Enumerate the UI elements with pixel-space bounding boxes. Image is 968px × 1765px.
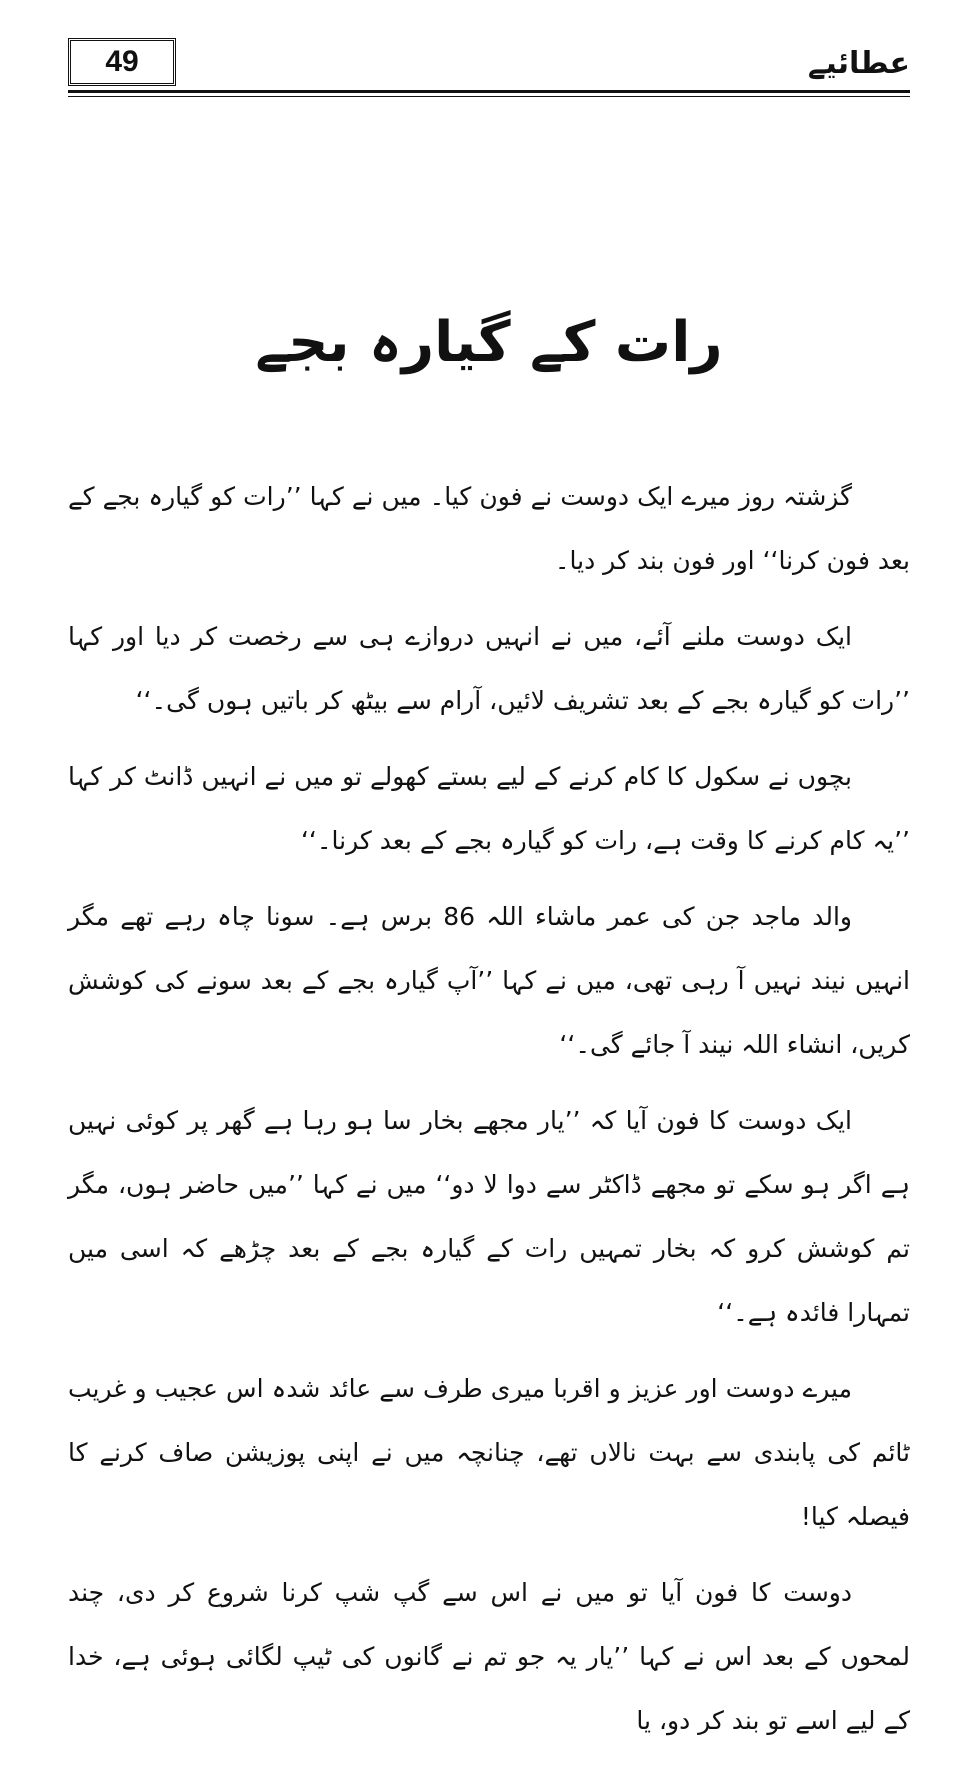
chapter-title: رات کے گیارہ بجے xyxy=(255,310,723,375)
body-text xyxy=(68,465,910,1765)
paragraph: ایک دوست کا فون آیا کہ ’’یار مجھے بخار سا ہو رہا ہے گھر پر کوئی نہیں ہے اگر ہو سکے تو مجھے ڈاکٹر سے دوا لا دو‘‘ میں نے کہا ’’میں حاضر ہوں، مگر تم کوشش کرو کہ بخار تمہیں رات کے گیارہ بجے کے بعد چڑھے کہ اسی میں تمہارا فائدہ ہے۔‘‘ xyxy=(68,1106,910,1327)
header-rule xyxy=(68,90,910,93)
paragraph: دوست کا فون آیا تو میں نے اس سے گپ شپ کرنا شروع کر دی، چند لمحوں کے بعد اس نے کہا ’’یار یہ جو تم نے گانوں کی ٹیپ لگائی ہوئی ہے، خدا کے لیے اسے تو بند کر دو، یا xyxy=(68,1578,910,1735)
paragraph: ایک دوست ملنے آئے، میں نے انہیں دروازے ہی سے رخصت کر دیا اور کہا ’’رات کو گیارہ بجے کے بعد تشریف لائیں، آرام سے بیٹھ کر باتیں ہوں گی۔‘‘ xyxy=(68,622,910,715)
paragraph: گزشتہ روز میرے ایک دوست نے فون کیا۔ میں نے کہا ’’رات کو گیارہ بجے کے بعد فون کرنا‘‘ اور فون بند کر دیا۔ xyxy=(68,482,910,575)
header-rule-thin xyxy=(68,96,910,97)
book-title: عطائیے xyxy=(807,46,910,81)
paragraph: میرے دوست اور عزیز و اقربا میری طرف سے عائد شدہ اس عجیب و غریب ٹائم کی پابندی سے بہت نالاں تھے، چنانچہ میں نے اپنی پوزیشن صاف کرنے کا فیصلہ کیا! xyxy=(68,1374,910,1531)
page-number: 49 xyxy=(68,38,176,86)
paragraph: والد ماجد جن کی عمر ماشاء اللہ 86 برس ہے۔ سونا چاہ رہے تھے مگر انہیں نیند نہیں آ رہی تھی، میں نے کہا ’’آپ گیارہ بجے کے بعد سونے کی کوشش کریں، انشاء اللہ نیند آ جائے گی۔‘‘ xyxy=(68,902,910,1059)
paragraph: بچوں نے سکول کا کام کرنے کے لیے بستے کھولے تو میں نے انہیں ڈانٹ کر کہا ’’یہ کام کرنے کا وقت ہے، رات کو گیارہ بجے کے بعد کرنا۔‘‘ xyxy=(68,762,910,855)
page-header xyxy=(68,38,910,98)
